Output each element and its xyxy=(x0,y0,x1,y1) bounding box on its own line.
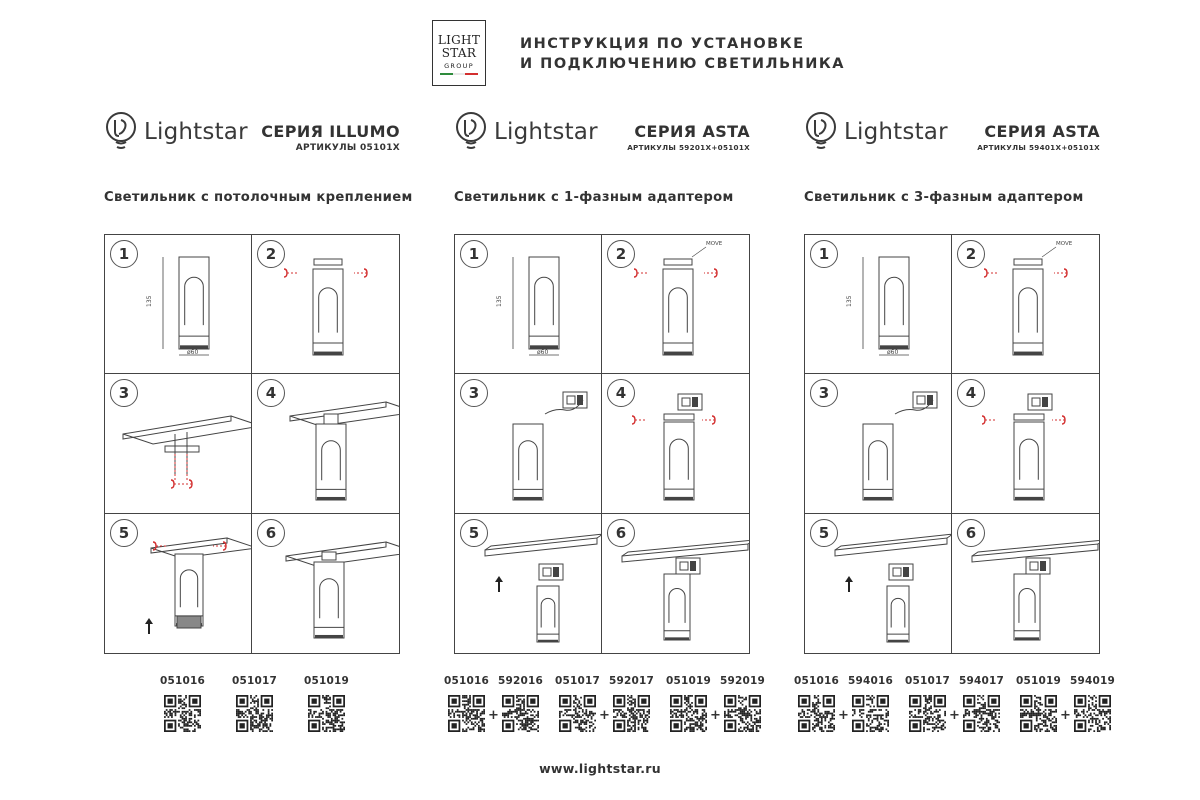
step-cell xyxy=(805,235,952,374)
article-code-item xyxy=(959,675,1004,732)
lamp-body xyxy=(887,586,909,642)
dimension-height-label: 135 xyxy=(496,295,503,307)
dimension-diameter-label: ø60 xyxy=(887,349,899,356)
screw-arrow-icon xyxy=(702,416,715,424)
article-codes xyxy=(444,675,766,735)
article-code-label: 051016 xyxy=(444,675,490,687)
brand-name: Lightstar xyxy=(144,119,248,145)
article-code-label: 051016 xyxy=(160,675,206,687)
step-cell xyxy=(252,235,399,374)
screw-arrow-icon xyxy=(1054,269,1067,277)
column-asta-3-phase xyxy=(794,110,1116,723)
step-cell xyxy=(602,374,749,513)
track-adapter xyxy=(678,394,702,410)
article-code-item xyxy=(498,675,543,732)
lightbulb-logo-icon xyxy=(804,110,838,154)
step-cell xyxy=(602,235,749,374)
ceiling-plate xyxy=(290,402,399,426)
step-number: 6 xyxy=(957,519,985,547)
step-number: 1 xyxy=(110,240,138,268)
step-number: 5 xyxy=(110,519,138,547)
installation-steps-grid xyxy=(804,234,1100,654)
article-code-label: 051019 xyxy=(304,675,350,687)
screw-arrow-icon xyxy=(984,269,998,277)
step-number: 2 xyxy=(257,240,285,268)
article-codes xyxy=(794,675,1116,735)
qr-code-icon[interactable] xyxy=(559,695,596,732)
page-title xyxy=(520,34,845,74)
lamp-body xyxy=(664,574,690,640)
screw-arrow-icon xyxy=(704,269,717,277)
article-code-item xyxy=(1070,675,1115,732)
qr-code-icon[interactable] xyxy=(724,695,761,732)
lightstar-brand xyxy=(454,110,598,154)
track-adapter xyxy=(913,392,937,408)
article-code-label: 051019 xyxy=(1016,675,1062,687)
brand-name: Lightstar xyxy=(494,119,598,145)
series-info xyxy=(977,122,1100,152)
article-code-item xyxy=(609,675,654,732)
track-adapter xyxy=(1028,394,1052,410)
series-articles: АРТИКУЛЫ 05101X xyxy=(295,143,400,153)
step-cell xyxy=(105,514,252,653)
step-cell xyxy=(805,514,952,653)
step-cell xyxy=(252,374,399,513)
track-adapter xyxy=(676,558,700,574)
series-info xyxy=(627,122,750,152)
up-arrow-icon xyxy=(495,576,503,592)
step-number: 3 xyxy=(810,379,838,407)
article-code-item xyxy=(160,675,205,732)
screw-arrow-icon xyxy=(354,269,367,277)
qr-code-icon[interactable] xyxy=(798,695,835,732)
logo-line-light: LIGHT xyxy=(437,32,481,47)
step-number: 4 xyxy=(257,379,285,407)
track-adapter xyxy=(1026,558,1050,574)
qr-code-icon[interactable] xyxy=(852,695,889,732)
lamp-body xyxy=(175,554,203,626)
plus-sign: + xyxy=(710,708,721,723)
installation-steps-grid xyxy=(454,234,750,654)
step-cell xyxy=(455,374,602,513)
qr-code-icon[interactable] xyxy=(308,695,345,732)
track-adapter xyxy=(889,564,913,580)
up-arrow-icon xyxy=(145,618,153,634)
dimension-diameter-label: ø60 xyxy=(187,349,199,356)
lamp-body xyxy=(316,424,346,500)
lamp-body xyxy=(313,269,343,355)
dimension-diameter-label: ø60 xyxy=(537,349,549,356)
article-code-item xyxy=(905,675,950,732)
page-title-line-1: ИНСТРУКЦИЯ ПО УСТАНОВКЕ xyxy=(520,36,805,52)
step-cell xyxy=(805,374,952,513)
article-code-item xyxy=(555,675,600,732)
qr-code-icon[interactable] xyxy=(502,695,539,732)
lamp-body xyxy=(314,562,344,638)
article-code-label: 051017 xyxy=(232,675,278,687)
step-number: 5 xyxy=(460,519,488,547)
qr-code-icon[interactable] xyxy=(164,695,201,732)
track-adapter xyxy=(563,392,587,408)
qr-code-icon[interactable] xyxy=(963,695,1000,732)
lightstar-brand xyxy=(104,110,248,154)
article-code-label: 594016 xyxy=(848,675,894,687)
article-code-label: 594017 xyxy=(959,675,1005,687)
article-code-label: 594019 xyxy=(1070,675,1116,687)
qr-code-icon[interactable] xyxy=(1074,695,1111,732)
qr-code-icon[interactable] xyxy=(1020,695,1057,732)
lamp-body xyxy=(863,424,893,500)
lightbulb-logo-icon xyxy=(454,110,488,154)
article-codes xyxy=(104,675,400,735)
logo-line-star: STAR xyxy=(441,45,477,60)
article-code-item xyxy=(232,675,277,732)
step-number: 3 xyxy=(460,379,488,407)
qr-code-icon[interactable] xyxy=(448,695,485,732)
step-cell xyxy=(252,514,399,653)
lightstar-group-logo xyxy=(432,20,486,86)
column-illumo xyxy=(104,110,413,687)
series-articles: АРТИКУЛЫ 59401X+05101X xyxy=(977,143,1100,152)
column-asta-1-phase xyxy=(444,110,766,723)
article-code-label: 051017 xyxy=(555,675,601,687)
lamp-body xyxy=(1014,422,1044,500)
screw-arrow-icon xyxy=(634,269,648,277)
plus-sign: + xyxy=(949,708,960,723)
qr-code-icon[interactable] xyxy=(909,695,946,732)
track-rail xyxy=(835,534,952,556)
lamp-body xyxy=(513,424,543,500)
dimension-height-label: 135 xyxy=(846,295,853,307)
step-number: 3 xyxy=(110,379,138,407)
lamp-body xyxy=(1014,574,1040,640)
step-cell xyxy=(602,514,749,653)
step-number: 4 xyxy=(607,379,635,407)
lamp-dimension-view xyxy=(179,257,209,349)
lamp-body xyxy=(664,422,694,500)
article-code-item xyxy=(666,675,711,732)
lamp-body xyxy=(1013,269,1043,355)
up-arrow-icon xyxy=(845,576,853,592)
step-cell xyxy=(952,514,1099,653)
lamp-dimension-view xyxy=(879,257,909,349)
logo-flag-stripe xyxy=(440,73,478,75)
series-title: СЕРИЯ ASTA xyxy=(634,122,750,141)
screw-arrow-icon xyxy=(982,416,996,424)
footer-url[interactable]: www.lightstar.ru xyxy=(539,761,661,776)
article-code-item xyxy=(444,675,489,732)
article-code-label: 051019 xyxy=(666,675,712,687)
step-cell xyxy=(952,235,1099,374)
article-code-item xyxy=(848,675,893,732)
track-rail xyxy=(485,534,602,556)
screw-arrow-icon xyxy=(1052,416,1065,424)
step-cell xyxy=(105,235,252,374)
article-code-label: 051016 xyxy=(794,675,840,687)
screw-arrow-icon xyxy=(632,416,646,424)
section-subtitle: Светильник с потолочным креплением xyxy=(104,190,413,205)
brand-name: Lightstar xyxy=(844,119,948,145)
lightbulb-logo-icon xyxy=(104,110,138,154)
step-cell xyxy=(455,235,602,374)
plus-sign: + xyxy=(1060,708,1071,723)
article-code-label: 051017 xyxy=(905,675,951,687)
article-code-item xyxy=(720,675,765,732)
step-number: 5 xyxy=(810,519,838,547)
step-number: 2 xyxy=(607,240,635,268)
article-code-item xyxy=(794,675,839,732)
plus-sign: + xyxy=(599,708,610,723)
step-number: 6 xyxy=(257,519,285,547)
screw-arrow-icon xyxy=(284,269,298,277)
step-number: 4 xyxy=(957,379,985,407)
move-label: MOVE xyxy=(706,241,723,247)
track-adapter xyxy=(539,564,563,580)
step-number: 2 xyxy=(957,240,985,268)
series-title: СЕРИЯ ASTA xyxy=(984,122,1100,141)
step-cell xyxy=(455,514,602,653)
article-code-item xyxy=(1016,675,1061,732)
plus-sign: + xyxy=(488,708,499,723)
qr-code-icon[interactable] xyxy=(613,695,650,732)
screw-arrow-icon xyxy=(179,480,192,488)
plus-sign: + xyxy=(838,708,849,723)
qr-code-icon[interactable] xyxy=(236,695,273,732)
move-label: MOVE xyxy=(1056,241,1073,247)
article-code-item xyxy=(304,675,349,732)
installation-steps-grid xyxy=(104,234,400,654)
section-subtitle: Светильник с 1-фазным адаптером xyxy=(454,190,734,205)
step-cell xyxy=(952,374,1099,513)
article-code-label: 592016 xyxy=(498,675,544,687)
logo-line-group: GROUP xyxy=(444,61,474,70)
dimension-height-label: 135 xyxy=(146,295,153,307)
article-code-label: 592019 xyxy=(720,675,766,687)
article-code-label: 592017 xyxy=(609,675,655,687)
lightstar-brand xyxy=(804,110,948,154)
lamp-dimension-view xyxy=(529,257,559,349)
qr-code-icon[interactable] xyxy=(670,695,707,732)
lamp-body xyxy=(663,269,693,355)
step-number: 1 xyxy=(460,240,488,268)
step-number: 1 xyxy=(810,240,838,268)
step-cell xyxy=(105,374,252,513)
page-title-line-2: И ПОДКЛЮЧЕНИЮ СВЕТИЛЬНИКА xyxy=(520,56,846,72)
lamp-body xyxy=(537,586,559,642)
series-title: СЕРИЯ ILLUMO xyxy=(261,122,400,141)
series-articles: АРТИКУЛЫ 59201X+05101X xyxy=(627,143,750,152)
series-info xyxy=(261,122,400,153)
step-number: 6 xyxy=(607,519,635,547)
section-subtitle: Светильник с 3-фазным адаптером xyxy=(804,190,1084,205)
